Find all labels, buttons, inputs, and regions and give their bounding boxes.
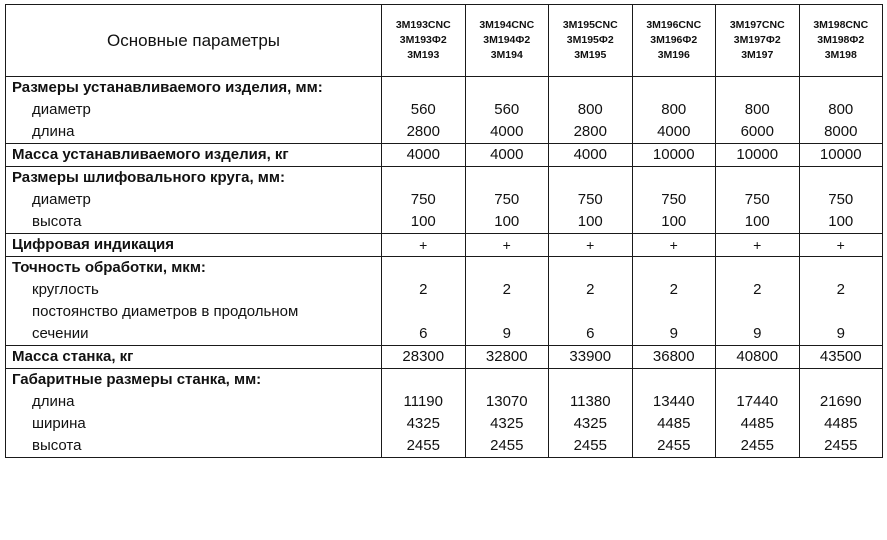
value: 100 [744, 213, 770, 230]
model-header-3m196 [632, 5, 716, 77]
model-name: 3М196CNC [646, 19, 702, 31]
value-cell: 10000 [716, 144, 800, 167]
value-cell [799, 257, 883, 346]
value-cell [632, 167, 716, 234]
model-header-3m194 [465, 5, 549, 77]
value-cell [382, 369, 466, 458]
value: 9 [669, 325, 678, 342]
value: 800 [661, 101, 687, 118]
value: 2455 [406, 437, 440, 454]
value-cell: 33900 [549, 346, 633, 369]
value: 2455 [490, 437, 524, 454]
value: 2 [753, 281, 762, 298]
value-cell: 32800 [465, 346, 549, 369]
model-name: 3М197Ф2 [733, 34, 781, 46]
value: 21690 [819, 393, 862, 410]
value: 2455 [657, 437, 691, 454]
model-name: 3М194Ф2 [483, 34, 531, 46]
value: 560 [494, 101, 520, 118]
model-header-3m193 [382, 5, 466, 77]
model-name: 3М195CNC [562, 19, 618, 31]
model-name: 3М193 [407, 49, 440, 61]
sub-label: высота [32, 437, 82, 454]
value: 9 [502, 325, 511, 342]
row-wheel-size [6, 167, 883, 234]
value: 6 [419, 325, 428, 342]
value-cell: 4000 [549, 144, 633, 167]
sub-label: длина [32, 393, 75, 410]
header-row [6, 5, 883, 77]
section-title: Масса устанавливаемого изделия, кг [12, 146, 289, 163]
value-cell [465, 77, 549, 144]
value: 750 [577, 191, 603, 208]
value-cell [549, 77, 633, 144]
model-name: 3М198 [824, 49, 857, 61]
value-cell [799, 369, 883, 458]
value-cell: + [632, 234, 716, 257]
param-cell [6, 144, 382, 167]
row-workpiece-size [6, 77, 883, 144]
value-cell: + [465, 234, 549, 257]
value-cell: 10000 [632, 144, 716, 167]
model-name: 3М196 [657, 49, 690, 61]
value-cell [799, 77, 883, 144]
model-name: 3М193CNC [395, 19, 451, 31]
value: 750 [661, 191, 687, 208]
param-cell [6, 257, 382, 346]
model-name: 3М193Ф2 [399, 34, 447, 46]
row-overall-dimensions [6, 369, 883, 458]
value: 800 [577, 101, 603, 118]
value: 4325 [573, 415, 607, 432]
row-workpiece-mass [6, 144, 883, 167]
model-name: 3М194 [490, 49, 523, 61]
value: 4485 [824, 415, 858, 432]
value: 2455 [573, 437, 607, 454]
value-cell [382, 167, 466, 234]
value-cell [632, 369, 716, 458]
section-title: Размеры устанавливаемого изделия, мм: [12, 79, 323, 96]
value: 100 [661, 213, 687, 230]
value-cell: 40800 [716, 346, 800, 369]
model-name: 3М194CNC [479, 19, 535, 31]
value: 4485 [740, 415, 774, 432]
value: 2455 [824, 437, 858, 454]
value: 750 [410, 191, 436, 208]
value-cell: + [382, 234, 466, 257]
param-cell [6, 234, 382, 257]
value: 13070 [485, 393, 528, 410]
value-cell [716, 77, 800, 144]
value: 2800 [406, 123, 440, 140]
value: 2 [669, 281, 678, 298]
value: 750 [744, 191, 770, 208]
value: 2800 [573, 123, 607, 140]
spec-table [5, 4, 883, 458]
value: 100 [577, 213, 603, 230]
value-cell [632, 257, 716, 346]
value: 750 [828, 191, 854, 208]
section-title: Размеры шлифовального круга, мм: [12, 169, 285, 186]
value: 9 [836, 325, 845, 342]
sub-label: круглость [32, 281, 99, 298]
value: 8000 [824, 123, 858, 140]
model-header-3m195 [549, 5, 633, 77]
value: 2 [419, 281, 428, 298]
value: 4000 [657, 123, 691, 140]
sub-label: высота [32, 213, 82, 230]
value-cell [632, 77, 716, 144]
value-cell [549, 257, 633, 346]
row-accuracy [6, 257, 883, 346]
value-cell [799, 167, 883, 234]
value-cell [549, 369, 633, 458]
param-cell [6, 167, 382, 234]
value: 800 [828, 101, 854, 118]
value-cell: + [549, 234, 633, 257]
model-name: 3М197 [741, 49, 774, 61]
section-title: Точность обработки, мкм: [12, 259, 206, 276]
value: 100 [494, 213, 520, 230]
value-cell: 4000 [465, 144, 549, 167]
value-cell: 43500 [799, 346, 883, 369]
value-cell: 28300 [382, 346, 466, 369]
value: 4325 [406, 415, 440, 432]
param-cell [6, 369, 382, 458]
model-header-3m197 [716, 5, 800, 77]
model-name: 3М195Ф2 [566, 34, 614, 46]
value-cell [549, 167, 633, 234]
value-cell [716, 167, 800, 234]
value: 17440 [736, 393, 779, 410]
value-cell: 36800 [632, 346, 716, 369]
sub-label: длина [32, 123, 75, 140]
value-cell [716, 369, 800, 458]
row-machine-mass [6, 346, 883, 369]
value: 4485 [657, 415, 691, 432]
value: 6000 [740, 123, 774, 140]
value: 100 [410, 213, 436, 230]
value: 2 [836, 281, 845, 298]
value-cell [716, 257, 800, 346]
value: 2455 [740, 437, 774, 454]
value: 800 [744, 101, 770, 118]
value: 6 [586, 325, 595, 342]
sub-label: постоянство диаметров в продольном [32, 303, 299, 320]
value: 2 [586, 281, 595, 298]
value-cell [465, 167, 549, 234]
value-cell [382, 257, 466, 346]
value-cell [465, 369, 549, 458]
section-title: Масса станка, кг [12, 348, 134, 365]
row-digital-display [6, 234, 883, 257]
sub-label: диаметр [32, 191, 91, 208]
param-column-header: Основные параметры [6, 5, 382, 77]
value-cell [465, 257, 549, 346]
value: 9 [753, 325, 762, 342]
value-cell: 10000 [799, 144, 883, 167]
value: 11380 [569, 393, 611, 410]
value: 100 [828, 213, 854, 230]
model-name: 3М197CNC [729, 19, 785, 31]
model-name: 3М198CNC [813, 19, 869, 31]
model-header-3m198 [799, 5, 883, 77]
value: 560 [410, 101, 436, 118]
model-name: 3М195 [574, 49, 607, 61]
value-cell: 4000 [382, 144, 466, 167]
model-name: 3М196Ф2 [650, 34, 698, 46]
sub-label: ширина [32, 415, 86, 432]
sub-label: сечении [32, 325, 89, 342]
value: 4000 [490, 123, 524, 140]
param-cell [6, 77, 382, 144]
value-cell: + [716, 234, 800, 257]
sub-label: диаметр [32, 101, 91, 118]
value: 4325 [490, 415, 524, 432]
model-name: 3М198Ф2 [817, 34, 865, 46]
section-title: Габаритные размеры станка, мм: [12, 371, 262, 388]
value: 750 [494, 191, 520, 208]
param-cell [6, 346, 382, 369]
value-cell: + [799, 234, 883, 257]
value: 13440 [652, 393, 695, 410]
value-cell [382, 77, 466, 144]
value: 11190 [403, 393, 443, 410]
value: 2 [502, 281, 511, 298]
section-title: Цифровая индикация [12, 236, 174, 253]
